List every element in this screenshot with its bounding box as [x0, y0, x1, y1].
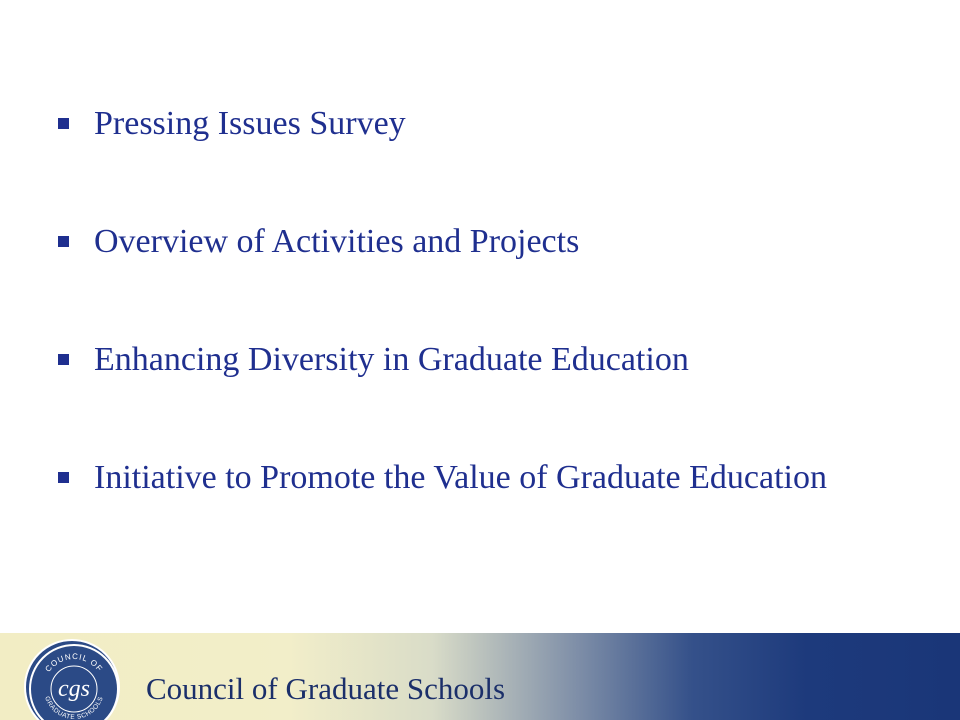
organization-seal-icon	[24, 639, 120, 720]
seal-center-text: cgs	[58, 676, 90, 702]
bullet-text: Pressing Issues Survey	[94, 105, 406, 142]
bullet-item	[58, 340, 918, 380]
square-bullet-icon	[58, 118, 69, 129]
bullet-text: Initiative to Promote the Value of Graduate Education	[94, 459, 827, 496]
seal-bottom-text: GRADUATE SCHOOLS	[43, 695, 105, 720]
square-bullet-icon	[58, 354, 69, 365]
organization-name: Council of Graduate Schools	[146, 671, 506, 706]
bullet-list	[58, 104, 918, 498]
bullet-text: Overview of Activities and Projects	[94, 223, 580, 260]
footer-banner	[0, 633, 960, 720]
square-bullet-icon	[58, 236, 69, 247]
bullet-item	[58, 458, 918, 498]
bullet-text: Enhancing Diversity in Graduate Education	[94, 341, 689, 378]
seal-svg	[26, 641, 122, 720]
bullet-item	[58, 222, 918, 262]
seal-top-text: COUNCIL OF	[43, 651, 105, 674]
square-bullet-icon	[58, 472, 69, 483]
bullet-item	[58, 104, 918, 144]
